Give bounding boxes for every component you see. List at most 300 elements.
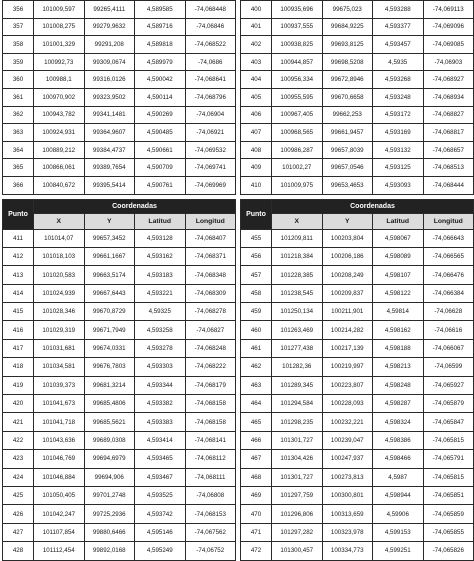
- latitud-cell: 4,595249: [135, 542, 186, 560]
- x-cell: 101014,07: [34, 229, 85, 247]
- y-cell: 99671,7949: [84, 321, 135, 339]
- x-cell: 101250,134: [272, 303, 323, 321]
- y-cell: 100313,659: [322, 505, 373, 523]
- table-row: [241, 303, 474, 321]
- longitud-cell: -74,065826: [423, 542, 474, 560]
- punto-cell: 422: [3, 431, 34, 449]
- longitud-cell: -74,068657: [423, 141, 474, 159]
- punto-cell: 424: [3, 468, 34, 486]
- latitud-cell: 4,5987: [373, 468, 424, 486]
- x-cell: 100840,672: [34, 176, 85, 194]
- longitud-cell: -74,069741: [185, 159, 236, 177]
- latitud-cell: 4,593344: [135, 376, 186, 394]
- y-cell: 99316,0126: [84, 71, 135, 89]
- latitud-cell: 4,593162: [135, 247, 186, 265]
- punto-cell: 456: [241, 247, 272, 265]
- table-row: [3, 106, 236, 124]
- longitud-cell: -74,068141: [185, 431, 236, 449]
- longitud-cell: -74,068112: [185, 450, 236, 468]
- longitud-cell: -74,068522: [185, 36, 236, 54]
- longitud-cell: -74,06616: [423, 321, 474, 339]
- x-cell: 101112,454: [34, 542, 85, 560]
- table-row: [241, 141, 474, 159]
- punto-cell: 357: [3, 18, 34, 36]
- latitud-cell: 4,598107: [373, 266, 424, 284]
- y-cell: 99657,8039: [322, 141, 373, 159]
- y-cell: 99694,906: [84, 468, 135, 486]
- x-cell: 101296,806: [272, 505, 323, 523]
- punto-cell: 459: [241, 303, 272, 321]
- longitud-cell: -74,068444: [423, 176, 474, 194]
- x-cell: 101024,939: [34, 284, 85, 302]
- longitud-cell: -74,06827: [185, 321, 236, 339]
- left-bottom-table: [2, 199, 236, 561]
- table-row: [3, 141, 236, 159]
- y-cell: 99685,4806: [84, 395, 135, 413]
- table-row: [3, 247, 236, 265]
- longitud-cell: -74,068927: [423, 71, 474, 89]
- x-cell: 101042,247: [34, 505, 85, 523]
- punto-cell: 426: [3, 505, 34, 523]
- table-row: [241, 450, 474, 468]
- table-row: [241, 36, 474, 54]
- y-cell: 100217,139: [322, 339, 373, 357]
- longitud-cell: -74,068309: [185, 284, 236, 302]
- y-cell: 99685,5621: [84, 413, 135, 431]
- latitud-cell: 4,593093: [373, 176, 424, 194]
- latitud-cell: 4,59325: [135, 303, 186, 321]
- y-cell: 99670,6658: [322, 88, 373, 106]
- x-header: X: [272, 213, 323, 229]
- table-row: [3, 358, 236, 376]
- longitud-cell: -74,068513: [423, 159, 474, 177]
- y-cell: 100206,186: [322, 247, 373, 265]
- y-cell: 99653,4653: [322, 176, 373, 194]
- table-row: [3, 176, 236, 194]
- punto-cell: 362: [3, 106, 34, 124]
- punto-cell: 416: [3, 321, 34, 339]
- y-cell: 99265,4111: [84, 1, 135, 19]
- x-cell: 101009,597: [34, 1, 85, 19]
- punto-cell: 364: [3, 141, 34, 159]
- table-row: [241, 523, 474, 541]
- punto-cell: 468: [241, 468, 272, 486]
- table-row: [3, 542, 236, 560]
- table-row: [3, 18, 236, 36]
- latitud-cell: 4,593457: [373, 36, 424, 54]
- longitud-cell: -74,06846: [185, 18, 236, 36]
- coordenadas-header: Coordenadas: [34, 199, 236, 213]
- latitud-cell: 4,593383: [135, 413, 186, 431]
- y-cell: 99662,253: [322, 106, 373, 124]
- x-cell: 100943,782: [34, 106, 85, 124]
- x-cell: 101297,759: [272, 487, 323, 505]
- table-row: [3, 303, 236, 321]
- punto-cell: 412: [3, 247, 34, 265]
- y-cell: 99661,1667: [84, 247, 135, 265]
- y-cell: 99341,1481: [84, 106, 135, 124]
- longitud-header: Longitud: [185, 213, 236, 229]
- y-cell: 99676,7803: [84, 358, 135, 376]
- punto-cell: 359: [3, 53, 34, 71]
- y-cell: 100228,093: [322, 395, 373, 413]
- table-row: [241, 124, 474, 142]
- right-bottom-table: [240, 199, 474, 561]
- latitud-cell: 4,598089: [373, 247, 424, 265]
- punto-cell: 363: [3, 124, 34, 142]
- table-row: [241, 229, 474, 247]
- y-cell: 100203,804: [322, 229, 373, 247]
- punto-cell: 462: [241, 358, 272, 376]
- latitud-cell: 4,599153: [373, 523, 424, 541]
- x-cell: 100924,931: [34, 124, 85, 142]
- table-row: [241, 542, 474, 560]
- longitud-cell: -74,069096: [423, 18, 474, 36]
- x-cell: 101238,545: [272, 284, 323, 302]
- latitud-cell: 4,598386: [373, 431, 424, 449]
- longitud-cell: -74,068222: [185, 358, 236, 376]
- y-cell: 99681,3214: [84, 376, 135, 394]
- y-cell: 99701,2748: [84, 487, 135, 505]
- table-row: [3, 395, 236, 413]
- table-row: [3, 523, 236, 541]
- x-cell: 101298,235: [272, 413, 323, 431]
- longitud-cell: -74,068179: [185, 376, 236, 394]
- punto-cell: 404: [241, 71, 272, 89]
- x-cell: 101304,426: [272, 450, 323, 468]
- latitud-cell: 4,59906: [373, 505, 424, 523]
- punto-cell: 400: [241, 1, 272, 19]
- punto-cell: 471: [241, 523, 272, 541]
- y-cell: 99323,9502: [84, 88, 135, 106]
- punto-header: Punto: [3, 199, 34, 229]
- longitud-cell: -74,065847: [423, 413, 474, 431]
- punto-cell: 460: [241, 321, 272, 339]
- y-cell: 99389,7654: [84, 159, 135, 177]
- punto-cell: 461: [241, 339, 272, 357]
- longitud-cell: -74,066643: [423, 229, 474, 247]
- longitud-cell: -74,06628: [423, 303, 474, 321]
- table-row: [3, 413, 236, 431]
- longitud-cell: -74,068348: [185, 266, 236, 284]
- longitud-cell: -74,068817: [423, 124, 474, 142]
- y-header: Y: [84, 213, 135, 229]
- x-cell: 100889,212: [34, 141, 85, 159]
- punto-cell: 415: [3, 303, 34, 321]
- y-cell: 100209,837: [322, 284, 373, 302]
- x-cell: 101263,469: [272, 321, 323, 339]
- punto-header: Punto: [241, 199, 272, 229]
- y-cell: 99663,5174: [84, 266, 135, 284]
- y-cell: 99661,9457: [322, 124, 373, 142]
- x-cell: 101001,329: [34, 36, 85, 54]
- latitud-cell: 4,593221: [135, 284, 186, 302]
- y-cell: 99725,2936: [84, 505, 135, 523]
- longitud-cell: -74,068158: [185, 395, 236, 413]
- x-header: X: [34, 213, 85, 229]
- x-cell: 100955,595: [272, 88, 323, 106]
- latitud-cell: 4,59814: [373, 303, 424, 321]
- x-cell: 101046,884: [34, 468, 85, 486]
- x-cell: 100944,857: [272, 53, 323, 71]
- table-row: [241, 431, 474, 449]
- x-cell: 100956,334: [272, 71, 323, 89]
- punto-cell: 365: [3, 159, 34, 177]
- punto-cell: 407: [241, 124, 272, 142]
- y-cell: 99892,0168: [84, 542, 135, 560]
- longitud-cell: -74,066067: [423, 339, 474, 357]
- punto-cell: 469: [241, 487, 272, 505]
- latitud-cell: 4,590114: [135, 88, 186, 106]
- longitud-cell: -74,065859: [423, 505, 474, 523]
- longitud-cell: -74,067562: [185, 523, 236, 541]
- latitud-cell: 4,598248: [373, 376, 424, 394]
- y-cell: 100273,813: [322, 468, 373, 486]
- latitud-cell: 4,593248: [373, 88, 424, 106]
- right-top-body: [241, 1, 474, 195]
- longitud-cell: -74,068641: [185, 71, 236, 89]
- table-row: [241, 71, 474, 89]
- longitud-cell: -74,068796: [185, 88, 236, 106]
- punto-cell: 458: [241, 284, 272, 302]
- longitud-cell: -74,069085: [423, 36, 474, 54]
- latitud-cell: 4,593258: [135, 321, 186, 339]
- table-row: [3, 36, 236, 54]
- y-cell: 99684,9225: [322, 18, 373, 36]
- y-cell: 100223,807: [322, 376, 373, 394]
- longitud-cell: -74,068158: [185, 413, 236, 431]
- y-cell: 100219,997: [322, 358, 373, 376]
- y-cell: 99674,0331: [84, 339, 135, 357]
- table-row: [3, 431, 236, 449]
- longitud-cell: -74,065791: [423, 450, 474, 468]
- punto-cell: 411: [3, 229, 34, 247]
- latitud-cell: 4,598162: [373, 321, 424, 339]
- table-row: [3, 159, 236, 177]
- x-cell: 101002,27: [272, 159, 323, 177]
- latitud-cell: 4,593377: [373, 18, 424, 36]
- latitud-cell: 4,593278: [135, 339, 186, 357]
- right-top-table: [240, 0, 474, 195]
- table-row: [3, 468, 236, 486]
- longitud-cell: -74,06599: [423, 358, 474, 376]
- x-cell: 100986,287: [272, 141, 323, 159]
- longitud-cell: -74,06921: [185, 124, 236, 142]
- latitud-cell: 4,589818: [135, 36, 186, 54]
- table-row: [3, 229, 236, 247]
- table-row: [241, 468, 474, 486]
- punto-cell: 414: [3, 284, 34, 302]
- x-cell: 100988,1: [34, 71, 85, 89]
- table-row: [3, 1, 236, 19]
- x-cell: 101034,581: [34, 358, 85, 376]
- x-cell: 101041,673: [34, 395, 85, 413]
- latitud-cell: 4,593467: [135, 468, 186, 486]
- longitud-cell: -74,06808: [185, 487, 236, 505]
- table-row: [3, 487, 236, 505]
- table-row: [241, 18, 474, 36]
- y-cell: 99667,6443: [84, 284, 135, 302]
- table-row: [3, 339, 236, 357]
- punto-cell: 419: [3, 376, 34, 394]
- longitud-cell: -74,065855: [423, 523, 474, 541]
- y-cell: 99689,0308: [84, 431, 135, 449]
- longitud-cell: -74,068278: [185, 303, 236, 321]
- y-cell: 99364,9607: [84, 124, 135, 142]
- table-row: [241, 266, 474, 284]
- y-cell: 100214,282: [322, 321, 373, 339]
- y-cell: 100300,801: [322, 487, 373, 505]
- x-cell: 100938,825: [272, 36, 323, 54]
- x-cell: 101289,345: [272, 376, 323, 394]
- longitud-cell: -74,068407: [185, 229, 236, 247]
- latitud-cell: 4,593414: [135, 431, 186, 449]
- table-row: [241, 284, 474, 302]
- latitud-cell: 4,593169: [373, 124, 424, 142]
- table-row: [3, 71, 236, 89]
- x-cell: 101209,811: [272, 229, 323, 247]
- latitud-cell: 4,598944: [373, 487, 424, 505]
- x-cell: 100866,061: [34, 159, 85, 177]
- punto-cell: 427: [3, 523, 34, 541]
- latitud-cell: 4,590661: [135, 141, 186, 159]
- y-cell: 99279,9632: [84, 18, 135, 36]
- punto-cell: 358: [3, 36, 34, 54]
- latitud-cell: 4,590709: [135, 159, 186, 177]
- latitud-header: Latitud: [373, 213, 424, 229]
- punto-cell: 455: [241, 229, 272, 247]
- y-cell: 99395,5414: [84, 176, 135, 194]
- left-top-table: [2, 0, 236, 195]
- y-cell: 99693,8125: [322, 36, 373, 54]
- punto-cell: 417: [3, 339, 34, 357]
- x-cell: 100992,73: [34, 53, 85, 71]
- punto-cell: 421: [3, 413, 34, 431]
- x-cell: 100967,405: [272, 106, 323, 124]
- longitud-cell: -74,069532: [185, 141, 236, 159]
- table-row: [241, 321, 474, 339]
- table-row: [241, 159, 474, 177]
- latitud-cell: 4,590269: [135, 106, 186, 124]
- punto-cell: 401: [241, 18, 272, 36]
- x-cell: 101028,346: [34, 303, 85, 321]
- latitud-cell: 4,593288: [373, 1, 424, 19]
- punto-cell: 467: [241, 450, 272, 468]
- latitud-cell: 4,593132: [373, 141, 424, 159]
- latitud-cell: 4,595146: [135, 523, 186, 541]
- x-cell: 101020,583: [34, 266, 85, 284]
- longitud-cell: -74,069113: [423, 1, 474, 19]
- latitud-cell: 4,599251: [373, 542, 424, 560]
- longitud-cell: -74,06903: [423, 53, 474, 71]
- y-cell: 99657,0546: [322, 159, 373, 177]
- punto-cell: 428: [3, 542, 34, 560]
- x-cell: 101301,727: [272, 431, 323, 449]
- latitud-cell: 4,598213: [373, 358, 424, 376]
- longitud-cell: -74,068248: [185, 339, 236, 357]
- y-cell: 100232,221: [322, 413, 373, 431]
- table-row: [241, 53, 474, 71]
- table-row: [241, 487, 474, 505]
- latitud-cell: 4,593382: [135, 395, 186, 413]
- longitud-cell: -74,068111: [185, 468, 236, 486]
- x-cell: 101301,727: [272, 468, 323, 486]
- x-cell: 101039,373: [34, 376, 85, 394]
- latitud-cell: 4,598324: [373, 413, 424, 431]
- x-cell: 100968,565: [272, 124, 323, 142]
- x-cell: 101018,103: [34, 247, 85, 265]
- longitud-header: Longitud: [423, 213, 474, 229]
- punto-cell: 406: [241, 106, 272, 124]
- x-cell: 101297,282: [272, 523, 323, 541]
- table-row: [241, 1, 474, 19]
- punto-cell: 356: [3, 1, 34, 19]
- latitud-cell: 4,598067: [373, 229, 424, 247]
- table-row: [3, 505, 236, 523]
- latitud-cell: 4,593742: [135, 505, 186, 523]
- latitud-cell: 4,598122: [373, 284, 424, 302]
- punto-cell: 402: [241, 36, 272, 54]
- table-row: [3, 450, 236, 468]
- table-row: [241, 358, 474, 376]
- table-row: [241, 413, 474, 431]
- y-cell: 99698,5208: [322, 53, 373, 71]
- latitud-cell: 4,590761: [135, 176, 186, 194]
- longitud-cell: -74,068934: [423, 88, 474, 106]
- table-row: [241, 176, 474, 194]
- left-top-body: [3, 1, 236, 195]
- table-row: [3, 53, 236, 71]
- y-cell: 99670,8729: [84, 303, 135, 321]
- y-cell: 99309,0674: [84, 53, 135, 71]
- longitud-cell: -74,065815: [423, 468, 474, 486]
- punto-cell: 423: [3, 450, 34, 468]
- longitud-cell: -74,0686: [185, 53, 236, 71]
- x-cell: 101282,36: [272, 358, 323, 376]
- latitud-cell: 4,593125: [373, 159, 424, 177]
- y-cell: 100323,978: [322, 523, 373, 541]
- punto-cell: 470: [241, 505, 272, 523]
- table-row: [241, 376, 474, 394]
- longitud-cell: -74,066476: [423, 266, 474, 284]
- x-cell: 101300,457: [272, 542, 323, 560]
- left-bottom-body: [3, 229, 236, 560]
- x-cell: 101218,384: [272, 247, 323, 265]
- x-cell: 101031,681: [34, 339, 85, 357]
- right-bottom-body: [241, 229, 474, 560]
- x-cell: 101046,769: [34, 450, 85, 468]
- table-row: [241, 395, 474, 413]
- punto-cell: 464: [241, 395, 272, 413]
- table-row: [241, 88, 474, 106]
- x-cell: 100935,696: [272, 1, 323, 19]
- y-cell: 100334,773: [322, 542, 373, 560]
- x-cell: 100970,902: [34, 88, 85, 106]
- punto-cell: 457: [241, 266, 272, 284]
- y-cell: 99694,6979: [84, 450, 135, 468]
- longitud-cell: -74,068153: [185, 505, 236, 523]
- latitud-cell: 4,598287: [373, 395, 424, 413]
- table-row: [3, 321, 236, 339]
- longitud-cell: -74,068827: [423, 106, 474, 124]
- punto-cell: 410: [241, 176, 272, 194]
- x-cell: 101041,718: [34, 413, 85, 431]
- table-row: [3, 88, 236, 106]
- y-cell: 100239,047: [322, 431, 373, 449]
- longitud-cell: -74,065851: [423, 487, 474, 505]
- table-row: [241, 339, 474, 357]
- punto-cell: 405: [241, 88, 272, 106]
